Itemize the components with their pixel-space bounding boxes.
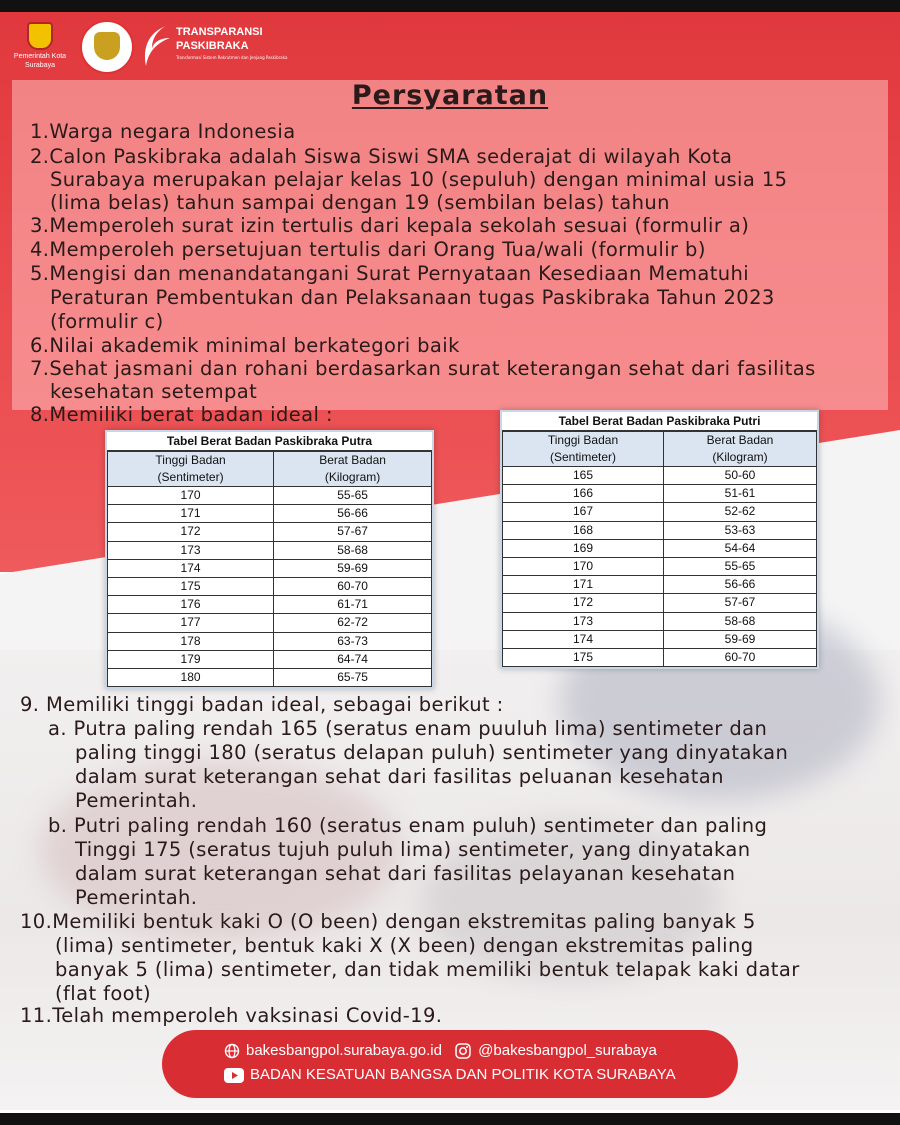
cell-tinggi-badan: 172 [503, 594, 664, 612]
table-row [108, 487, 432, 505]
table-berat-badan-putri [500, 410, 819, 669]
footer-line-social [224, 1042, 657, 1060]
table-row [503, 539, 817, 557]
requirement-9a-line4: Pemerintah. [75, 789, 198, 812]
column-header-tinggi: Tinggi Badan (Sentimeter) [503, 432, 664, 467]
cell-berat-badan: 55-65 [274, 487, 432, 505]
cell-berat-badan: 62-72 [274, 614, 432, 632]
garuda-pancasila-logo [80, 20, 134, 74]
requirement-9a-line2: paling tinggi 180 (seratus delapan puluh) sentimeter yang dinyatakan [75, 741, 789, 764]
table-row [503, 630, 817, 648]
requirement-2-line3: (lima belas) tahun sampai dengan 19 (sembilan belas) tahun [50, 191, 670, 214]
globe-icon [224, 1043, 240, 1059]
logo-transparansi-line1: TRANSPARANSI [176, 26, 263, 38]
cell-tinggi-badan: 167 [503, 503, 664, 521]
column-header-tinggi: Tinggi Badan (Sentimeter) [108, 452, 274, 487]
requirement-3: 3.Memperoleh surat izin tertulis dari kepala sekolah sesuai (formulir a) [30, 214, 750, 237]
requirement-9: 9. Memiliki tinggi badan ideal, sebagai berikut : [20, 693, 504, 716]
column-header-berat: Berat Badan (Kilogram) [274, 452, 432, 487]
cell-tinggi-badan: 175 [503, 649, 664, 667]
website-link[interactable]: bakesbangpol.surabaya.go.id [246, 1042, 442, 1059]
cell-tinggi-badan: 179 [108, 650, 274, 668]
requirement-10-line4: (flat foot) [55, 982, 152, 1005]
cell-berat-badan: 54-64 [664, 539, 817, 557]
header [0, 12, 900, 80]
cell-berat-badan: 51-61 [664, 485, 817, 503]
table-title: Tabel Berat Badan Paskibraka Putra [107, 432, 432, 451]
cell-berat-badan: 64-74 [274, 650, 432, 668]
requirement-2: 2.Calon Paskibraka adalah Siswa Siswi SMA sederajat di wilayah Kota [30, 145, 733, 168]
cell-berat-badan: 55-65 [664, 558, 817, 576]
table-row [108, 541, 432, 559]
cell-berat-badan: 60-70 [274, 578, 432, 596]
instagram-icon [454, 1042, 472, 1060]
requirement-9b-line4: Pemerintah. [75, 886, 198, 909]
cell-berat-badan: 58-68 [274, 541, 432, 559]
cell-tinggi-badan: 166 [503, 485, 664, 503]
requirement-6: 6.Nilai akademik minimal berkategori baik [30, 334, 460, 357]
cell-berat-badan: 57-67 [664, 594, 817, 612]
requirement-9b: b. Putri paling rendah 160 (seratus enam puluh) sentimeter dan paling [48, 814, 768, 837]
cell-tinggi-badan: 174 [108, 559, 274, 577]
cell-berat-badan: 60-70 [664, 649, 817, 667]
cell-berat-badan: 52-62 [664, 503, 817, 521]
cell-berat-badan: 61-71 [274, 596, 432, 614]
table-row [108, 669, 432, 687]
youtube-link[interactable]: BADAN KESATUAN BANGSA DAN POLITIK KOTA SURABAYA [250, 1066, 676, 1083]
table-row [503, 467, 817, 485]
cell-tinggi-badan: 165 [503, 467, 664, 485]
requirement-9a: a. Putra paling rendah 165 (seratus enam puuluh lima) sentimeter dan [48, 717, 768, 740]
cell-berat-badan: 59-69 [274, 559, 432, 577]
cell-tinggi-badan: 172 [108, 523, 274, 541]
table-berat-badan-putra [105, 430, 434, 689]
cell-tinggi-badan: 178 [108, 632, 274, 650]
cell-tinggi-badan: 168 [503, 521, 664, 539]
cell-berat-badan: 53-63 [664, 521, 817, 539]
table-row [108, 505, 432, 523]
logo-transparansi-tagline: Transformasi Sistem Rekrutmen dan Jenjang Paskibraka [176, 55, 288, 60]
requirement-4: 4.Memperoleh persetujuan tertulis dari Orang Tua/wali (formulir b) [30, 238, 706, 261]
table-row [108, 596, 432, 614]
cell-tinggi-badan: 175 [108, 578, 274, 596]
table-row [503, 485, 817, 503]
table-row [503, 576, 817, 594]
cell-berat-badan: 50-60 [664, 467, 817, 485]
requirement-10-line2: (lima) sentimeter, bentuk kaki X (X been) dengan ekstremitas paling [55, 934, 754, 957]
requirement-5: 5.Mengisi dan menandatangani Surat Pernyataan Kesediaan Mematuhi [30, 262, 750, 285]
page-title: Persyaratan [351, 80, 549, 111]
cell-berat-badan: 65-75 [274, 669, 432, 687]
cell-berat-badan: 56-66 [274, 505, 432, 523]
logo-transparansi-line2: PASKIBRAKA [176, 40, 249, 52]
footer-line-youtube [224, 1066, 676, 1083]
table-row [108, 614, 432, 632]
garuda-icon [94, 32, 120, 60]
table-row [108, 632, 432, 650]
cell-tinggi-badan: 171 [108, 505, 274, 523]
table-row [503, 558, 817, 576]
cell-tinggi-badan: 169 [503, 539, 664, 557]
requirement-2-line2: Surabaya merupakan pelajar kelas 10 (sepuluh) dengan minimal usia 15 [50, 168, 788, 191]
table-row [503, 594, 817, 612]
cell-tinggi-badan: 173 [503, 612, 664, 630]
cell-tinggi-badan: 174 [503, 630, 664, 648]
requirement-5-line2: Peraturan Pembentukan dan Pelaksanaan tugas Paskibraka Tahun 2023 [50, 286, 775, 309]
cell-berat-badan: 59-69 [664, 630, 817, 648]
column-header-berat: Berat Badan (Kilogram) [664, 432, 817, 467]
table-row [503, 612, 817, 630]
table-row [503, 503, 817, 521]
table-row [503, 649, 817, 667]
table-row [503, 521, 817, 539]
cell-tinggi-badan: 170 [108, 487, 274, 505]
bottom-border [0, 1113, 900, 1125]
table-row [108, 650, 432, 668]
top-border [0, 0, 900, 12]
cell-tinggi-badan: 180 [108, 669, 274, 687]
requirement-7: 7.Sehat jasmani dan rohani berdasarkan surat keterangan sehat dari fasilitas [30, 357, 816, 380]
instagram-link[interactable]: @bakesbangpol_surabaya [478, 1042, 657, 1059]
logo-pemerintah-kota-surabaya [8, 22, 72, 82]
cell-berat-badan: 57-67 [274, 523, 432, 541]
cell-tinggi-badan: 176 [108, 596, 274, 614]
requirement-9a-line3: dalam surat keterangan sehat dari fasilitas peluanan kesehatan [75, 765, 724, 788]
requirement-10-line3: banyak 5 (lima) sentimeter, dan tidak memiliki bentuk telapak kaki datar [55, 958, 800, 981]
logo-transparansi-paskibraka [140, 22, 300, 72]
requirement-5-line3: (formulir c) [50, 310, 164, 333]
table-title: Tabel Berat Badan Paskibraka Putri [502, 412, 817, 431]
cell-tinggi-badan: 170 [503, 558, 664, 576]
requirement-1: 1.Warga negara Indonesia [30, 120, 296, 143]
logo-surabaya-text: Pemerintah Kota Surabaya [13, 53, 67, 69]
cell-berat-badan: 58-68 [664, 612, 817, 630]
requirement-11: 11.Telah memperoleh vaksinasi Covid-19. [20, 1004, 443, 1027]
cell-berat-badan: 63-73 [274, 632, 432, 650]
surabaya-crest-icon [27, 22, 53, 50]
cell-tinggi-badan: 171 [503, 576, 664, 594]
requirement-10: 10.Memiliki bentuk kaki O (O been) dengan ekstremitas paling banyak 5 [20, 910, 756, 933]
cell-tinggi-badan: 173 [108, 541, 274, 559]
requirement-7-line2: kesehatan setempat [50, 380, 258, 403]
youtube-icon [224, 1068, 244, 1083]
table-row [108, 559, 432, 577]
table-row [108, 523, 432, 541]
swoosh-icon [140, 24, 174, 68]
requirement-9b-line2: Tinggi 175 (seratus tujuh puluh lima) sentimeter, yang dinyatakan [75, 838, 751, 861]
footer-contact-banner [162, 1030, 738, 1098]
requirement-9b-line3: dalam surat keterangan sehat dari fasilitas pelayanan kesehatan [75, 862, 736, 885]
table-row [108, 578, 432, 596]
cell-berat-badan: 56-66 [664, 576, 817, 594]
cell-tinggi-badan: 177 [108, 614, 274, 632]
requirement-8: 8.Memiliki berat badan ideal : [30, 403, 333, 426]
